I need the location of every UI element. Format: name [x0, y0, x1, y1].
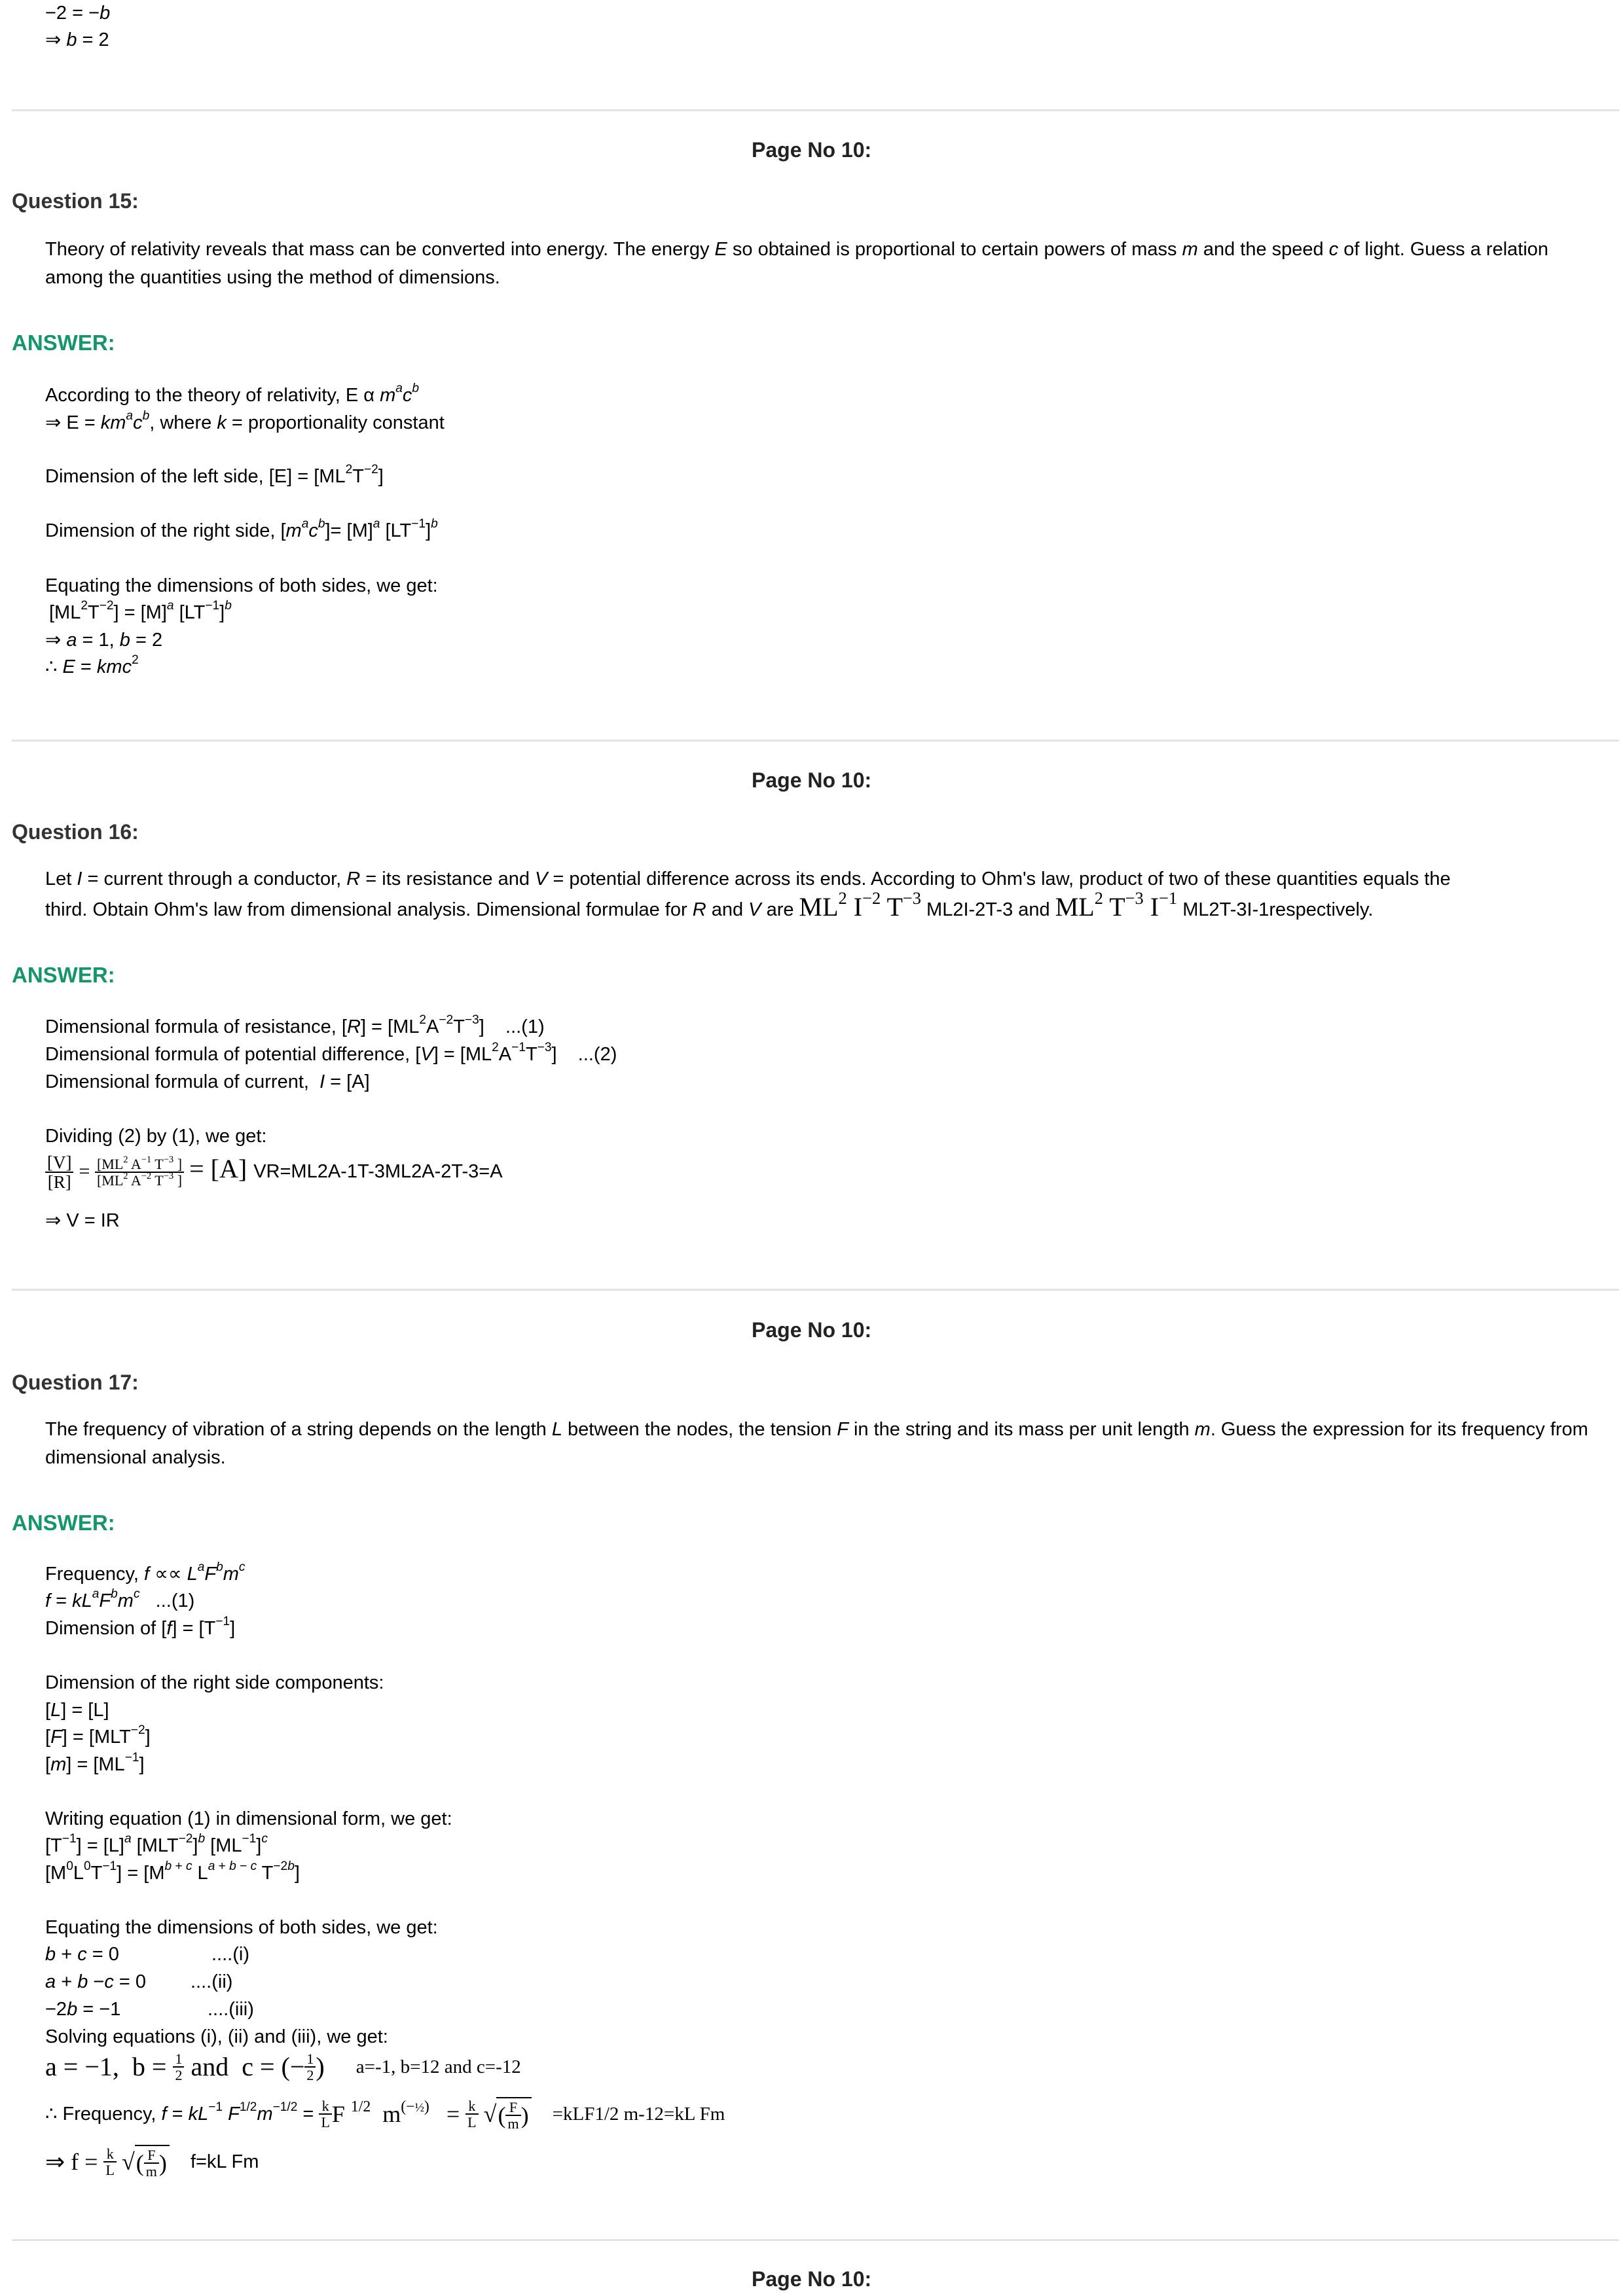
q17-answer-line-6: $[F] = [MLT^{-2}]$	[45, 1723, 151, 1748]
q15-answer-line-5: Equating the dimensions of both sides, we get:	[45, 575, 438, 596]
question-16-text-line-2: third. Obtain Ohm's law from dimensional analysis. Dimensional formulae for R and V are $ML^2$ $I^{-2}$ $T^{-3}$ ML2I-2T-3 and $ML^2$ $T^{-3}$ $I^{-1}$ ML2T-3I-1respectively.	[45, 888, 1374, 922]
divider	[12, 1289, 1619, 1291]
q17-answer-line-8: Writing equation (1) in dimensional form, we get:	[45, 1808, 452, 1829]
q16-division-equation: $\frac{[V]}{[R]}$ = $\frac{[ML^2 A^{-1} T^{-3} ]}{[ML^2 A^{-2} T^{-3} ]}$ = [A] VR=ML2A-1T-3ML2A-2T-3=A	[45, 1153, 503, 1192]
divider	[12, 2239, 1619, 2241]
q15-answer-line-4: Dimension of the right side, $[m^ac^b]= [M]^a$ $[LT^{-1}]^b$	[45, 517, 438, 541]
fraction-dimensions: $\frac{[ML^2 A^{-1} T^{-3} ]}{[ML^2 A^{-2} T^{-3} ]}$	[95, 1157, 184, 1188]
q17-answer-line-5: [L] = [L]	[45, 1700, 109, 1721]
fraction-v-over-r: $\frac{[V]}{[R]}$	[45, 1153, 73, 1192]
q15-answer-line-8: ∴ E = kmc$^2$	[45, 653, 139, 677]
q17-answer-line-10: $[M^0L^0T^{-1}] = [M^{b + c}$ $L^{a + b - c}$ $T^{-2b}$]	[45, 1859, 300, 1884]
q16-answer-line-3: Dimensional formula of current, I = [A]	[45, 1071, 370, 1092]
equation-ii-tag: ....(ii)	[191, 1971, 233, 1992]
q16-answer-line-2: Dimensional formula of potential difference, $[V] = [ML^2A^{-1}T^{-3}]$ ...(2)	[45, 1041, 617, 1065]
page-number-label: Page No 10:	[752, 768, 872, 792]
question-15-text: Theory of relativity reveals that mass can be converted into energy. The energy E so obtained is proportional to certain powers of mass m and the speed c of light. Guess a relation among the quantities using the method of dimensions.	[45, 239, 1549, 288]
question-15-heading: Question 15:	[12, 189, 139, 213]
answer-label: ANSWER:	[12, 331, 115, 355]
page-number-label: Page No 10:	[752, 1318, 872, 1342]
answer-label: ANSWER:	[12, 963, 115, 987]
q15-answer-line-1: According to the theory of relativity, E α $m^ac^b$	[45, 382, 420, 406]
final-expression: ⇒ f = $\frac{k}{L}$ √( $\frac{F}{m}$ ) f=kL Fm	[45, 2145, 259, 2180]
frequency-derivation: ∴ Frequency, $f = kL^{-1}$ $F^{1/2}m^{-1/2}$ = $\frac{k}{L}$ F $^{1/2}$ $m^{(-\frac{1}{2})}$ = $\frac{k}{L}$ √( $\frac{F}{m}$ ) =kLF1/2 m-12=kL Fm	[45, 2098, 725, 2132]
q16-answer-line-6: ⇒ V = IR	[45, 1210, 120, 1231]
q17-answer-line-3: Dimension of $[f] = [T^{-1}]$	[45, 1615, 236, 1639]
q15-answer-line-2: ⇒ $E = km^ac^b$, where k = proportionality constant	[45, 409, 445, 433]
page-number-label: Page No 10:	[752, 2267, 872, 2291]
divider	[12, 109, 1619, 111]
question-17-heading: Question 17:	[12, 1371, 139, 1394]
answer-label: ANSWER:	[12, 1511, 115, 1535]
carryover-line-1: −2 = −b	[45, 3, 111, 24]
formula-voltage: $ML^2$ $T^{-3}$ $I^{-1}$	[1055, 888, 1178, 922]
page-number-label: Page No 10:	[752, 138, 872, 162]
q17-answer-line-11: Equating the dimensions of both sides, we get:	[45, 1917, 438, 1938]
equation-i-tag: ....(i)	[211, 1944, 249, 1965]
formula-resistance: $ML^2$ $I^{-2}$ $T^{-3}$	[799, 888, 921, 922]
q17-answer-line-15: Solving equations (i), (ii) and (iii), we get:	[45, 2026, 388, 2047]
q15-answer-line-3: Dimension of the left side, $[E] = [ML^2T^{-2}]$	[45, 463, 384, 487]
equation-ii: a + b −c = 0	[45, 1971, 147, 1992]
q17-answer-line-7: $[m] = [ML^{-1}]$	[45, 1751, 145, 1775]
question-16-heading: Question 16:	[12, 820, 139, 844]
q17-answer-line-9: $[T^{-1}] = [L]^a$ $[MLT^{-2}]^b$ $[ML^{-1}]^c$	[45, 1832, 268, 1856]
q15-answer-line-7: ⇒ a = 1, b = 2	[45, 630, 163, 651]
carryover-line-2: ⇒ b = 2	[45, 29, 109, 50]
divider	[12, 740, 1619, 742]
q17-answer-line-1: Frequency, $f \propto\propto L^aF^bm^c$	[45, 1560, 246, 1585]
q17-answer-line-2: $f = kL^aF^bm^c$ ...(1)	[45, 1587, 195, 1611]
q16-answer-line-1: Dimensional formula of resistance, $[R] = [ML^2A^{-2}T^{-3}]$ ...(1)	[45, 1013, 545, 1037]
q17-answer-line-4: Dimension of the right side components:	[45, 1672, 384, 1693]
solution-line: a = −1, b = $\frac{1}{2}$ and c = (− $\frac{1}{2}$ ) a=-1, b=12 and c=-12	[45, 2051, 521, 2084]
equation-iii-tag: ....(iii)	[208, 1999, 254, 2020]
equation-iii: −2b = −1	[45, 1999, 121, 2020]
question-16-text-line-1: Let I = current through a conductor, R = its resistance and V = potential difference across its ends. According to Ohm's law, product of two of these quantities equals the	[45, 869, 1451, 889]
question-17-text: The frequency of vibration of a string depends on the length L between the nodes, the tension F in the string and its mass per unit length m. Guess the expression for its frequency from dimensional analysis.	[45, 1419, 1588, 1468]
equation-i: b + c = 0	[45, 1944, 119, 1965]
q15-answer-line-6: $[ML^2T^{-2}] = [M]^a$ $[LT^{-1}]^b$	[49, 599, 232, 623]
q16-answer-line-4: Dividing (2) by (1), we get:	[45, 1126, 267, 1147]
